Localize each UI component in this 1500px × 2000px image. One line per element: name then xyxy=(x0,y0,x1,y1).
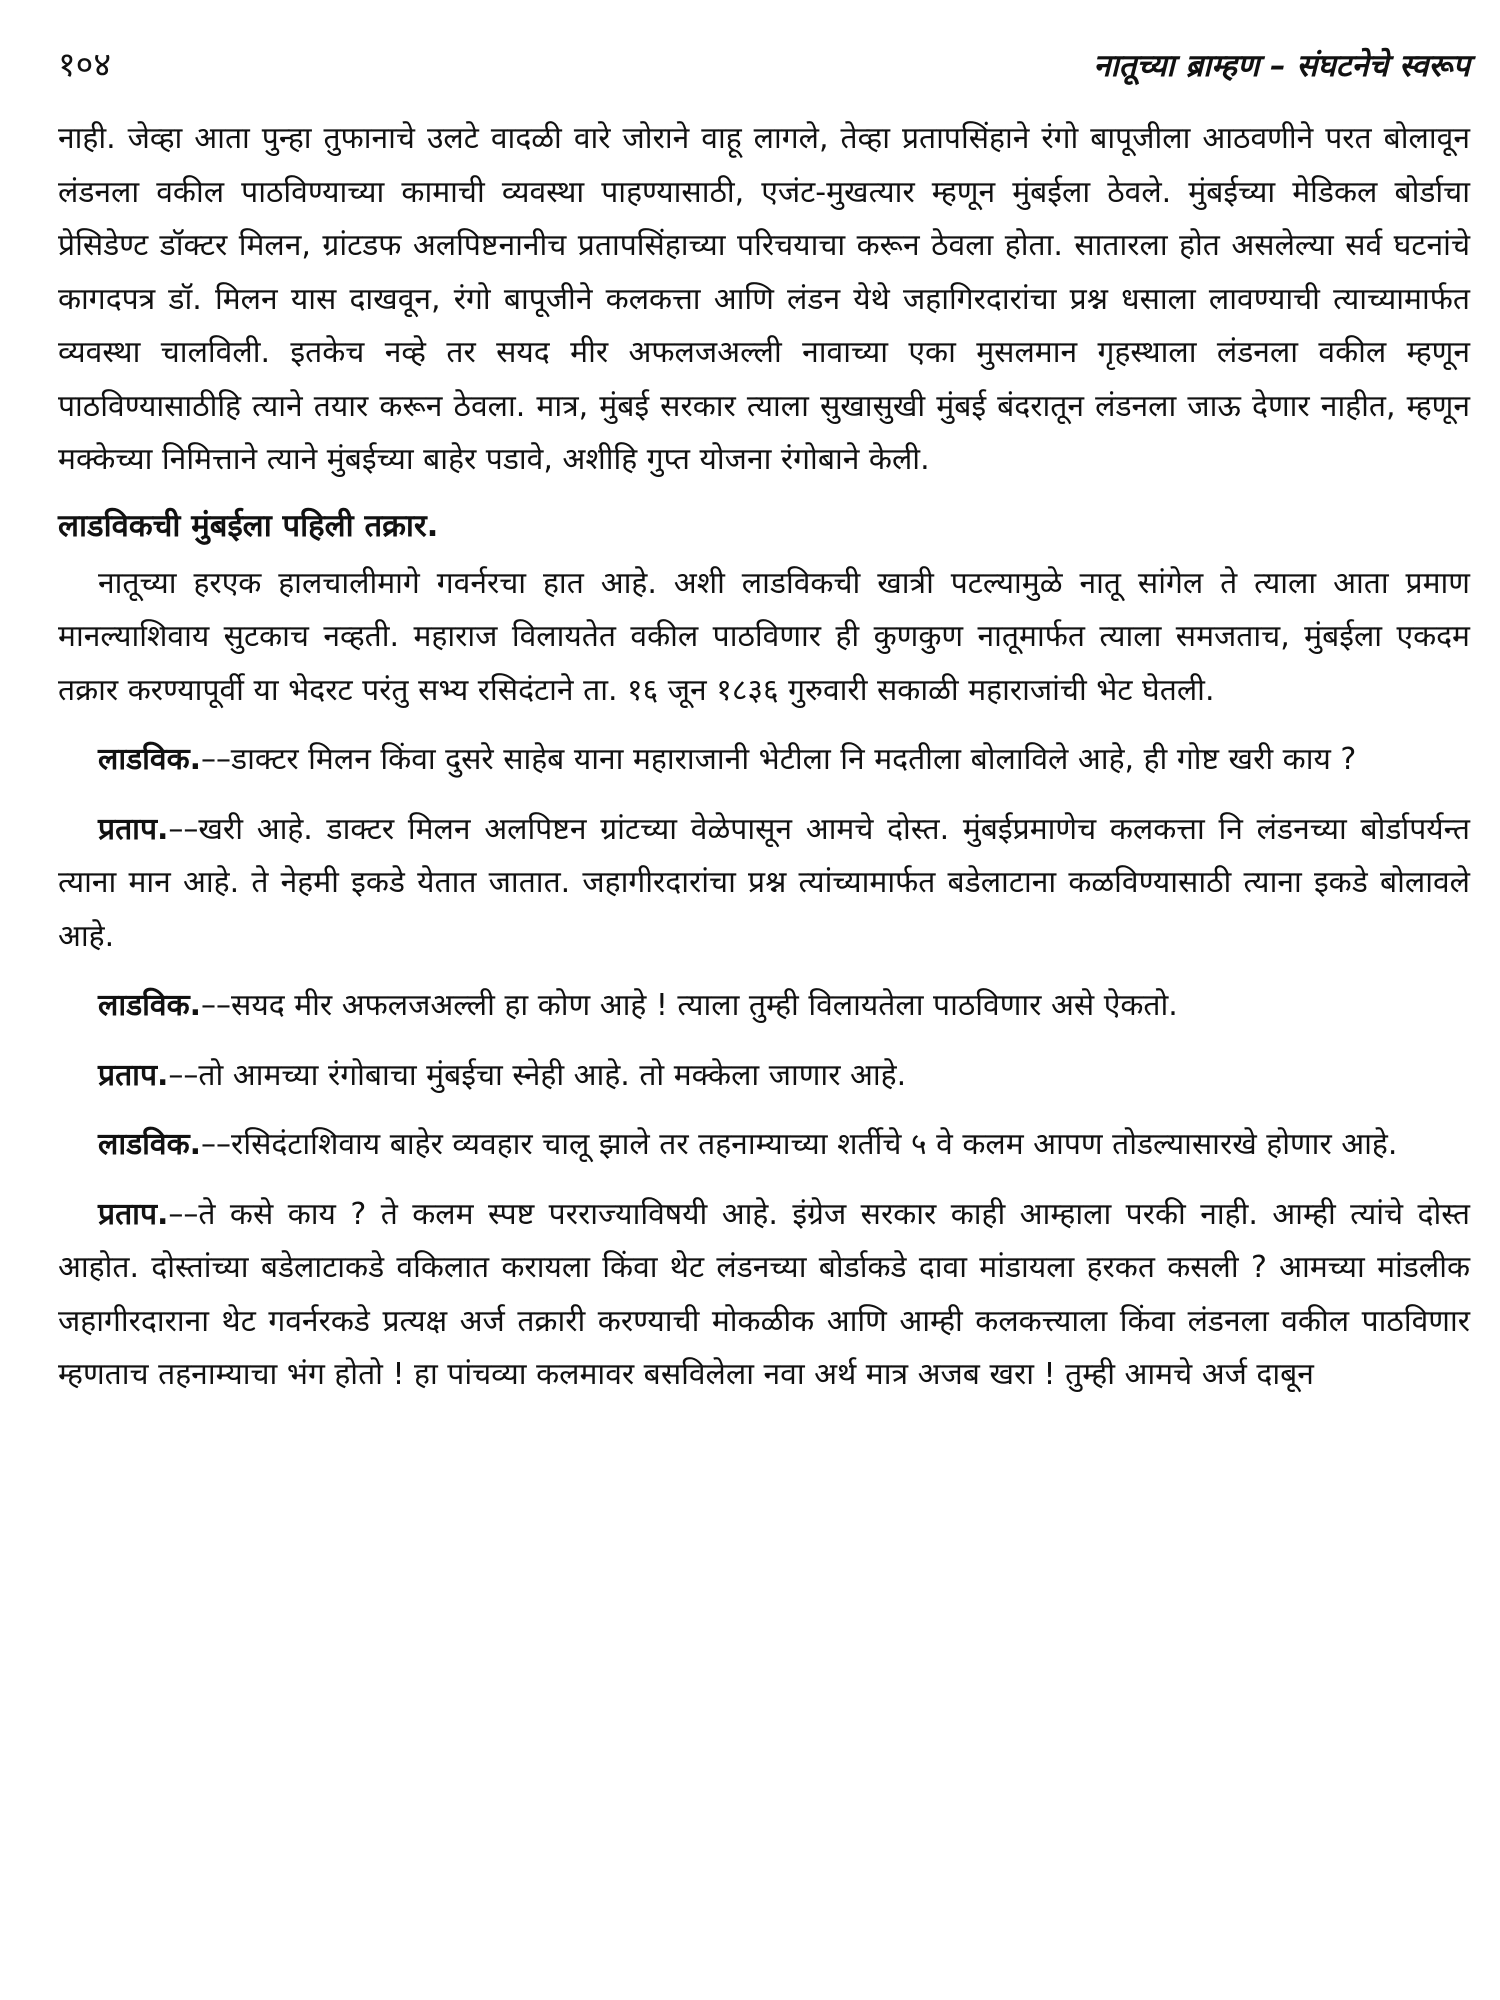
dialogue-text: ––सयद मीर अफलजअल्ली हा कोण आहे ! त्याला तुम्ही विलायतेला पाठविणार असे ऐकतो. xyxy=(201,988,1178,1023)
section-paragraph: नातूच्या हरएक हालचालीमागे गवर्नरचा हात आहे. अशी लाडविकची खात्री पटल्यामुळे नातू सांगेल ते त्याला आता प्रमाण मानल्याशिवाय सुटकाच नव्हती. महाराज विलायतेत वकील पाठविणार ही कुणकुण नातूमार्फत त्याला समजताच, मुंबईला एकदम तक्रार करण्यापूर्वी या भेदरट परंतु सभ्य रसिदंटाने ता. १६ जून १८३६ गुरुवारी सकाळी महाराजांची भेट घेतली. xyxy=(58,565,1470,708)
speaker-name: लाडविक. xyxy=(98,988,202,1023)
dialogue-entry xyxy=(58,1049,1470,1103)
dialogue-text: ––खरी आहे. डाक्टर मिलन अलपिष्टन ग्रांटच्या वेळेपासून आमचे दोस्त. मुंबईप्रमाणेच कलकत्ता नि लंडनच्या बोर्डापर्यन्त त्याना मान आहे. ते नेहमी इकडे येतात जातात. जहागीरदारांचा प्रश्न त्यांच्यामार्फत बडेलाटाना कळविण्यासाठी त्याना इकडे बोलावले आहे. xyxy=(58,811,1470,954)
page-header xyxy=(58,40,1470,110)
dialogue-text: ––ते कसे काय ? ते कलम स्पष्ट परराज्याविषयी आहे. इंग्रेज सरकार काही आम्हाला परकी नाही. आम्ही त्यांचे दोस्त आहोत. दोस्तांच्या बडेलाटाकडे वकिलात करायला किंवा थेट लंडनच्या बोर्डाकडे दावा मांडायला हरकत कसली ? आमच्या मांडलीक जहागीरदाराना थेट गवर्नरकडे प्रत्यक्ष अर्ज तक्रारी करण्याची मोकळीक आणि आम्ही कलकत्त्याला किंवा लंडनला वकील पाठविणार म्हणताच तहनाम्याचा भंग होतो ! हा पांचव्या कलमावर बसविलेला नवा अर्थ मात्र अजब खरा ! तुम्ही आमचे अर्ज दाबून xyxy=(58,1196,1470,1392)
dialogue-entry xyxy=(58,733,1470,787)
dialogue-text: ––तो आमच्या रंगोबाचा मुंबईचा स्नेही आहे. तो मक्केला जाणार आहे. xyxy=(168,1057,907,1093)
speaker-name: लाडविक. xyxy=(98,742,202,777)
dialogue-text: ––डाक्टर मिलन किंवा दुसरे साहेब याना महाराजानी भेटीला नि मदतीला बोलाविले आहे, ही गोष्ट खरी काय ? xyxy=(201,742,1357,777)
speaker-name: प्रताप. xyxy=(98,811,169,847)
intro-paragraph: नाही. जेव्हा आता पुन्हा तुफानाचे उलटे वादळी वारे जोराने वाहू लागले, तेव्हा प्रतापसिंहाने रंगो बापूजीला आठवणीने परत बोलावून लंडनला वकील पाठविण्याच्या कामाची व्यवस्था पाहण्यासाठी, एजंट-मुखत्यार म्हणून मुंबईला ठेवले. मुंबईच्या मेडिकल बोर्डाचा प्रेसिडेण्ट डॉक्टर मिलन, ग्रांटडफ अलपिष्टनानीच प्रतापसिंहाच्या परिचयाचा करून ठेवला होता. सातारला होत असलेल्या सर्व घटनांचे कागदपत्र डॉ. मिलन यास दाखवून, रंगो बापूजीने कलकत्ता आणि लंडन येथे जहागिरदारांचा प्रश्न धसाला लावण्याची त्याच्यामार्फत व्यवस्था चालविली. इतकेच नव्हे तर सयद मीर अफलजअल्ली नावाच्या एका मुसलमान गृहस्थाला लंडनला वकील म्हणून पाठविण्यासाठीहि त्याने तयार करून ठेवला. मात्र, मुंबई सरकार त्याला सुखासुखी मुंबई बंदरातून लंडनला जाऊ देणार नाहीत, म्हणून मक्केच्या निमित्ताने त्याने मुंबईच्या बाहेर पडावे, अशीहि गुप्त योजना रंगोबाने केली. xyxy=(58,121,1470,477)
page-number: १०४ xyxy=(58,45,112,85)
dialogue-entry xyxy=(58,1188,1470,1402)
dialogue-entry xyxy=(58,979,1470,1033)
running-title: नातूच्या ब्राम्हण – संघटनेचे स्वरूप xyxy=(1093,48,1470,84)
speaker-name: लाडविक. xyxy=(98,1127,202,1162)
speaker-name: प्रताप. xyxy=(98,1057,169,1093)
dialogue-text: ––रसिदंटाशिवाय बाहेर व्यवहार चालू झाले तर तहनाम्याच्या शर्तीचे ५ वे कलम आपण तोडल्यासारखे होणार आहे. xyxy=(201,1127,1398,1162)
section-heading: लाडविकची मुंबईला पहिली तक्रार. xyxy=(58,507,439,544)
dialogue-entry xyxy=(58,1118,1470,1172)
dialogue-entry xyxy=(58,803,1470,964)
speaker-name: प्रताप. xyxy=(98,1196,169,1232)
